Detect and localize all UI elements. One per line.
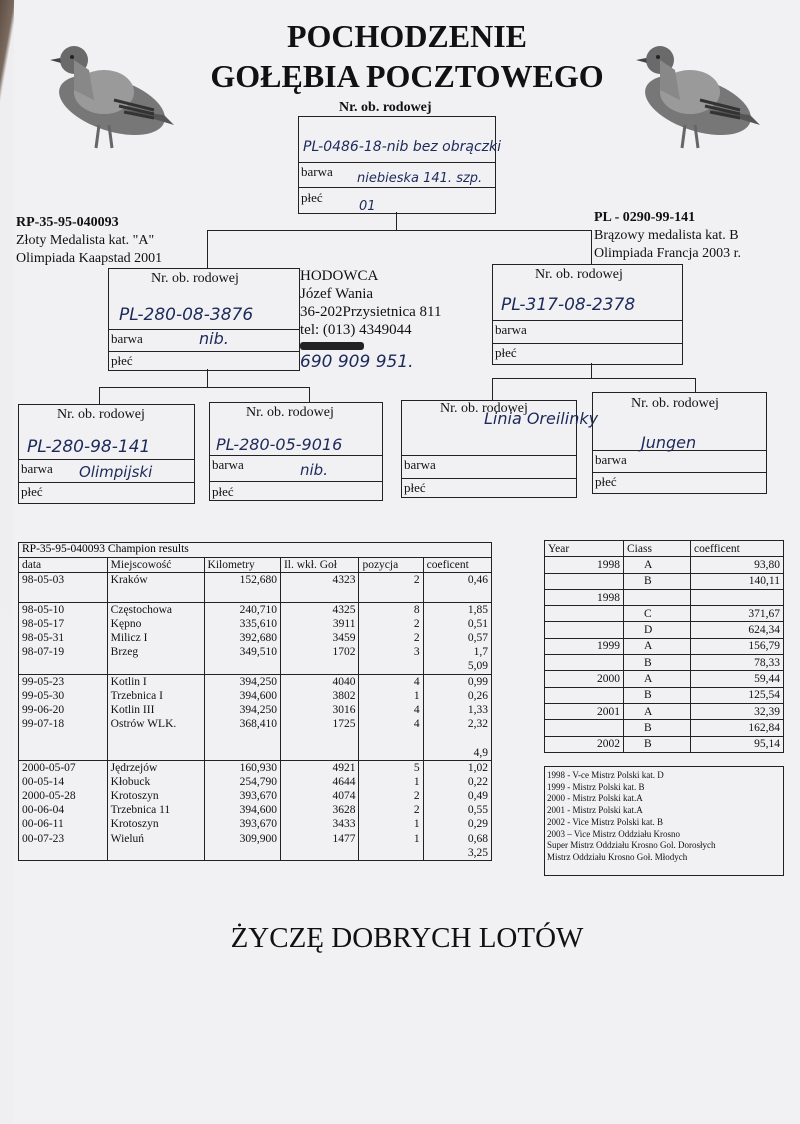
gp1-ring-label: Nr. ob. rodowej	[57, 407, 145, 422]
table-cell	[204, 659, 280, 674]
table-cell: Jędrzejów	[107, 760, 204, 775]
table-cell: 1477	[280, 832, 358, 846]
achievement-item: 1998 - V-ce Mistrz Polski kat. D	[547, 770, 664, 780]
table-row	[545, 671, 784, 687]
results-header: data	[19, 558, 107, 573]
connector	[99, 387, 100, 404]
table-cell: 4074	[280, 789, 358, 803]
title-line-1: POCHODZENIE	[286, 18, 528, 54]
table-cell	[280, 745, 358, 760]
table-cell: 00-05-14	[22, 775, 65, 788]
table-cell: 99-05-23	[19, 674, 107, 689]
connector	[99, 387, 309, 388]
breeder-address: 36-202Przysietnica 811	[300, 304, 442, 320]
table-cell: 95,14	[691, 736, 784, 752]
table-cell	[19, 731, 107, 745]
table-cell: Krotoszyn	[107, 817, 204, 831]
connector	[207, 369, 208, 387]
father-ring-handwritten: PL-280-08-3876	[119, 305, 254, 325]
table-cell	[423, 731, 491, 745]
table-cell: 98-07-19	[22, 646, 65, 659]
table-cell: B	[624, 573, 691, 589]
gp1-ring-handwritten: PL-280-98-141	[27, 437, 151, 457]
table-cell: 156,79	[691, 638, 784, 654]
sire-line-1: Złoty Medalista kat. "A"	[16, 233, 155, 248]
results-header: Il. wkł. Goł	[280, 558, 358, 573]
table-cell	[545, 655, 624, 671]
table-cell	[19, 745, 107, 760]
table-cell: 125,54	[691, 687, 784, 703]
table-cell: A	[624, 557, 691, 573]
achievement-item: Mistrz Oddziału Krosno Goł. Młodych	[547, 851, 688, 862]
table-cell: 162,84	[691, 720, 784, 736]
table-cell: 98-05-17	[22, 617, 65, 630]
table-cell: 0,22	[423, 775, 491, 789]
results-header: coeficent	[423, 558, 491, 573]
results-header: pozycja	[359, 558, 423, 573]
table-cell: 8	[359, 602, 423, 617]
table-cell: 5,09	[423, 659, 491, 674]
table-row	[19, 832, 491, 846]
table-cell	[204, 587, 280, 602]
table-cell: 2000-05-28	[22, 790, 76, 803]
table-cell: 2	[359, 803, 423, 817]
table-cell: 3802	[280, 689, 358, 703]
table-cell: 5	[359, 760, 423, 775]
table-cell: 3911	[280, 617, 358, 631]
table-cell: 4325	[280, 602, 358, 617]
table-row	[545, 703, 784, 719]
table-cell: 3	[359, 645, 423, 659]
sire-ring: RP-35-95-040093	[16, 215, 119, 230]
breeder-name: Józef Wania	[300, 286, 374, 302]
footer-wish: ŻYCZĘ DOBRYCH LOTÓW	[230, 922, 584, 954]
gp2-ring-handwritten: PL-280-05-9016	[216, 435, 343, 454]
table-row	[545, 557, 784, 573]
achievement-item: 2002 - Vice Mistrz Polski kat. B	[547, 816, 664, 827]
table-row	[19, 731, 491, 745]
table-row	[545, 720, 784, 736]
table-cell	[204, 731, 280, 745]
table-cell: 4,9	[423, 745, 491, 760]
table-cell: Brzeg	[107, 645, 204, 659]
table-cell	[359, 846, 423, 860]
table-row	[19, 789, 491, 803]
gp3-color-label: barwa	[404, 457, 436, 472]
father-color-handwritten: nib.	[199, 329, 229, 348]
table-cell	[107, 659, 204, 674]
table-cell	[19, 659, 107, 674]
table-cell: Ostrów WLK.	[107, 717, 204, 731]
table-row	[19, 602, 491, 617]
table-cell: 4921	[280, 760, 358, 775]
table-cell: Częstochowa	[107, 602, 204, 617]
table-row	[19, 703, 491, 717]
mother-ring-label: Nr. ob. rodowej	[535, 267, 623, 282]
gp2-ring-label: Nr. ob. rodowej	[246, 405, 334, 420]
table-cell: Kotlin III	[107, 703, 204, 717]
main-sex-handwritten: 01	[359, 199, 376, 214]
table-cell: 99-05-30	[22, 689, 65, 702]
table-cell: 4	[359, 674, 423, 689]
table-cell	[280, 659, 358, 674]
table-cell: 393,670	[204, 789, 280, 803]
table-cell	[545, 606, 624, 622]
gp1-color-label: barwa	[21, 461, 53, 476]
table-cell	[359, 587, 423, 602]
table-cell: 3433	[280, 817, 358, 831]
table-cell: 1998	[545, 589, 624, 605]
table-cell: 1725	[280, 717, 358, 731]
gp2-sex-label: płeć	[212, 484, 234, 499]
table-cell: Kotlin I	[107, 674, 204, 689]
table-cell: 2	[359, 789, 423, 803]
mother-color-label: barwa	[495, 322, 527, 337]
achievement-item: Super Mistrz Oddziału Krosno Gol. Dorosłych	[547, 840, 716, 851]
connector	[396, 212, 397, 230]
table-cell: 98-05-03	[19, 573, 107, 588]
main-color-handwritten: niebieska 141. szp.	[357, 171, 483, 186]
table-cell: 392,680	[204, 631, 280, 645]
table-cell: 32,39	[691, 703, 784, 719]
table-cell: 98-05-31	[22, 632, 65, 645]
grandparent-3-box	[401, 400, 599, 498]
table-cell: B	[624, 655, 691, 671]
table-cell: 00-06-11	[22, 818, 64, 831]
table-cell: 624,34	[691, 622, 784, 638]
table-row	[19, 745, 491, 760]
table-cell: 2	[359, 573, 423, 588]
gp3-ring-label: Nr. ob. rodowej	[440, 401, 528, 416]
table-cell: A	[624, 703, 691, 719]
class-header: coefficent	[691, 541, 784, 557]
table-cell: 394,600	[204, 803, 280, 817]
table-cell	[107, 731, 204, 745]
gp4-sex-label: płeć	[595, 474, 617, 489]
table-cell: 0,99	[423, 674, 491, 689]
table-cell	[204, 745, 280, 760]
dam-line-1: Brązowy medalista kat. B	[594, 228, 739, 243]
table-cell	[280, 587, 358, 602]
table-cell: 1,02	[423, 760, 491, 775]
table-cell: 254,790	[204, 775, 280, 789]
scribbled-out-text	[300, 342, 364, 350]
table-cell: Kłobuck	[107, 775, 204, 789]
table-row	[19, 587, 491, 602]
gp1-color-handwritten: Olimpijski	[79, 463, 153, 481]
table-row	[19, 645, 491, 659]
class-header: Year	[548, 542, 570, 555]
table-row	[545, 573, 784, 589]
table-cell	[19, 587, 107, 602]
table-row	[19, 846, 491, 860]
table-cell: C	[624, 606, 691, 622]
table-cell: Kępno	[107, 617, 204, 631]
achievements-box	[544, 766, 784, 876]
gp1-sex-label: płeć	[21, 484, 43, 499]
grandparent-4-box	[592, 392, 767, 494]
table-cell	[107, 587, 204, 602]
table-cell: 2002	[545, 736, 624, 752]
table-cell: 2000	[545, 671, 624, 687]
table-cell: 394,250	[204, 674, 280, 689]
table-cell: 240,710	[204, 602, 280, 617]
table-cell	[423, 587, 491, 602]
table-cell	[624, 589, 691, 605]
connector	[695, 378, 696, 392]
class-header: Ciass	[624, 541, 691, 557]
gp4-ring-label: Nr. ob. rodowej	[631, 396, 719, 411]
title-line-2: GOŁĘBIA POCZTOWEGO	[210, 58, 604, 94]
class-coefficient-table	[544, 540, 784, 753]
gp4-color-label: barwa	[595, 452, 627, 467]
table-cell: 4644	[280, 775, 358, 789]
table-cell: 1998	[545, 557, 624, 573]
achievement-item: 2001 - Mistrz Polski kat.A	[547, 805, 643, 816]
table-cell: 99-06-20	[22, 703, 65, 716]
table-cell: Milicz I	[107, 631, 204, 645]
results-caption: RP-35-95-040093 Champion results	[22, 543, 189, 555]
table-cell: A	[624, 671, 691, 687]
table-cell: 335,610	[204, 617, 280, 631]
table-cell	[280, 846, 358, 860]
table-cell	[107, 846, 204, 860]
table-cell: 393,670	[204, 817, 280, 831]
table-cell: 140,11	[691, 573, 784, 589]
dam-line-2: Olimpiada Francja 2003 r.	[594, 246, 741, 261]
table-row	[19, 631, 491, 645]
table-row	[545, 638, 784, 654]
table-cell: 2	[359, 617, 423, 631]
table-cell: 0,49	[423, 789, 491, 803]
gp4-ring-handwritten: Jungen	[641, 433, 697, 452]
gp2-color-handwritten: nib.	[300, 461, 328, 479]
connector	[591, 363, 592, 378]
table-cell: 0,55	[423, 803, 491, 817]
table-cell	[545, 573, 624, 589]
table-cell	[19, 846, 107, 860]
connector	[309, 387, 310, 402]
dam-ring: PL - 0290-99-141	[594, 210, 696, 225]
results-table	[19, 557, 491, 860]
table-cell: 1999	[545, 638, 624, 654]
table-cell: 3628	[280, 803, 358, 817]
results-header-row	[19, 558, 491, 573]
table-cell: 349,510	[204, 645, 280, 659]
connector	[492, 378, 696, 379]
table-cell: 371,67	[691, 606, 784, 622]
table-cell	[545, 720, 624, 736]
table-cell: 2	[359, 631, 423, 645]
table-cell: 93,80	[691, 557, 784, 573]
connector	[492, 378, 493, 400]
father-color-label: barwa	[111, 331, 143, 346]
table-cell: 0,68	[423, 832, 491, 846]
table-row	[19, 674, 491, 689]
table-cell: 0,51	[423, 617, 491, 631]
table-row	[545, 655, 784, 671]
table-cell: Kraków	[107, 573, 204, 588]
connector	[591, 230, 592, 264]
results-header: Miejscowość	[107, 558, 204, 573]
father-ring-label: Nr. ob. rodowej	[151, 271, 239, 286]
table-cell	[359, 731, 423, 745]
gp3-sex-label: płeć	[404, 480, 426, 495]
table-cell: Krotoszyn	[107, 789, 204, 803]
mother-ring-handwritten: PL-317-08-2378	[501, 295, 636, 315]
table-row	[545, 736, 784, 752]
table-cell	[359, 745, 423, 760]
gp2-color-label: barwa	[212, 457, 244, 472]
table-cell: 394,250	[204, 703, 280, 717]
table-cell	[107, 745, 204, 760]
table-cell: 1,33	[423, 703, 491, 717]
main-bird-box	[298, 116, 501, 214]
breeder-phone-handwritten: 690 909 951.	[300, 352, 414, 372]
breeder-tel: tel: (013) 4349044	[300, 322, 412, 338]
table-cell: 4040	[280, 674, 358, 689]
connector	[207, 230, 592, 231]
achievement-item: 1999 - Mistrz Polski kat. B	[547, 781, 645, 792]
table-cell: B	[624, 720, 691, 736]
table-cell: 1702	[280, 645, 358, 659]
table-cell: 152,680	[204, 573, 280, 588]
mother-sex-label: płeć	[495, 345, 517, 360]
table-cell: 1,7	[423, 645, 491, 659]
table-cell: 4	[359, 703, 423, 717]
table-cell: 1	[359, 817, 423, 831]
table-row	[19, 689, 491, 703]
main-color-label: barwa	[301, 164, 333, 179]
results-table-frame	[18, 542, 492, 861]
table-cell: 1	[359, 775, 423, 789]
table-row	[545, 606, 784, 622]
table-cell: 309,900	[204, 832, 280, 846]
table-cell: Trzebnica 11	[107, 803, 204, 817]
table-row	[19, 803, 491, 817]
table-cell: 0,26	[423, 689, 491, 703]
main-sex-label: płeć	[301, 190, 323, 205]
table-cell	[545, 622, 624, 638]
mother-box	[492, 264, 683, 365]
table-row	[19, 775, 491, 789]
table-cell: 1	[359, 689, 423, 703]
class-header-row	[545, 541, 784, 557]
table-row	[545, 687, 784, 703]
table-cell: 78,33	[691, 655, 784, 671]
sire-line-2: Olimpiada Kaapstad 2001	[16, 251, 163, 266]
table-cell: 3,25	[423, 846, 491, 860]
table-cell: 59,44	[691, 671, 784, 687]
table-cell: 3459	[280, 631, 358, 645]
table-cell	[359, 659, 423, 674]
table-cell: 0,29	[423, 817, 491, 831]
table-cell: 394,600	[204, 689, 280, 703]
table-cell: 98-05-10	[19, 602, 107, 617]
grandparent-2-box	[209, 402, 383, 501]
table-row	[545, 622, 784, 638]
table-cell: 368,410	[204, 717, 280, 731]
grandparent-1-box	[18, 404, 195, 504]
table-cell	[545, 687, 624, 703]
table-row	[19, 659, 491, 674]
table-row	[19, 760, 491, 775]
table-row	[545, 589, 784, 605]
table-cell: D	[624, 622, 691, 638]
table-cell: Trzebnica I	[107, 689, 204, 703]
table-cell: 2001	[545, 703, 624, 719]
table-cell: 00-07-23	[22, 832, 65, 845]
pedigree-sheet	[14, 0, 800, 1124]
main-ring-handwritten: PL-0486-18-nib bez obrączki	[303, 139, 501, 155]
table-cell: 3016	[280, 703, 358, 717]
connector	[207, 230, 208, 268]
table-row	[19, 817, 491, 831]
father-box	[108, 268, 300, 371]
table-cell: 00-06-04	[22, 804, 65, 817]
table-cell: 2000-05-07	[19, 760, 107, 775]
table-cell: 99-07-18	[22, 718, 65, 731]
main-ring-label: Nr. ob. rodowej	[339, 100, 432, 115]
table-cell: 1	[359, 832, 423, 846]
achievement-item: 2000 - Mistrz Polski kat.A	[547, 793, 643, 804]
table-cell	[280, 731, 358, 745]
table-cell: B	[624, 736, 691, 752]
table-cell: 0,57	[423, 631, 491, 645]
breeder-heading: HODOWCA	[300, 268, 379, 284]
table-cell: 4	[359, 717, 423, 731]
table-row	[19, 573, 491, 588]
table-row	[19, 617, 491, 631]
results-header: Kilometry	[204, 558, 280, 573]
table-cell: 1,85	[423, 602, 491, 617]
gp3-ring-handwritten: Linia Oreilinky	[484, 409, 599, 428]
table-cell: 2,32	[423, 717, 491, 731]
table-cell	[204, 846, 280, 860]
father-sex-label: płeć	[111, 353, 133, 368]
table-cell: A	[624, 638, 691, 654]
table-cell: 4323	[280, 573, 358, 588]
table-cell: B	[624, 687, 691, 703]
table-row	[19, 717, 491, 731]
achievement-item: 2003 – Vice Mistrz Oddziału Krosno	[547, 828, 681, 839]
table-cell	[691, 589, 784, 605]
table-cell: 0,46	[423, 573, 491, 588]
table-cell: Wieluń	[107, 832, 204, 846]
table-cell: 160,930	[204, 760, 280, 775]
